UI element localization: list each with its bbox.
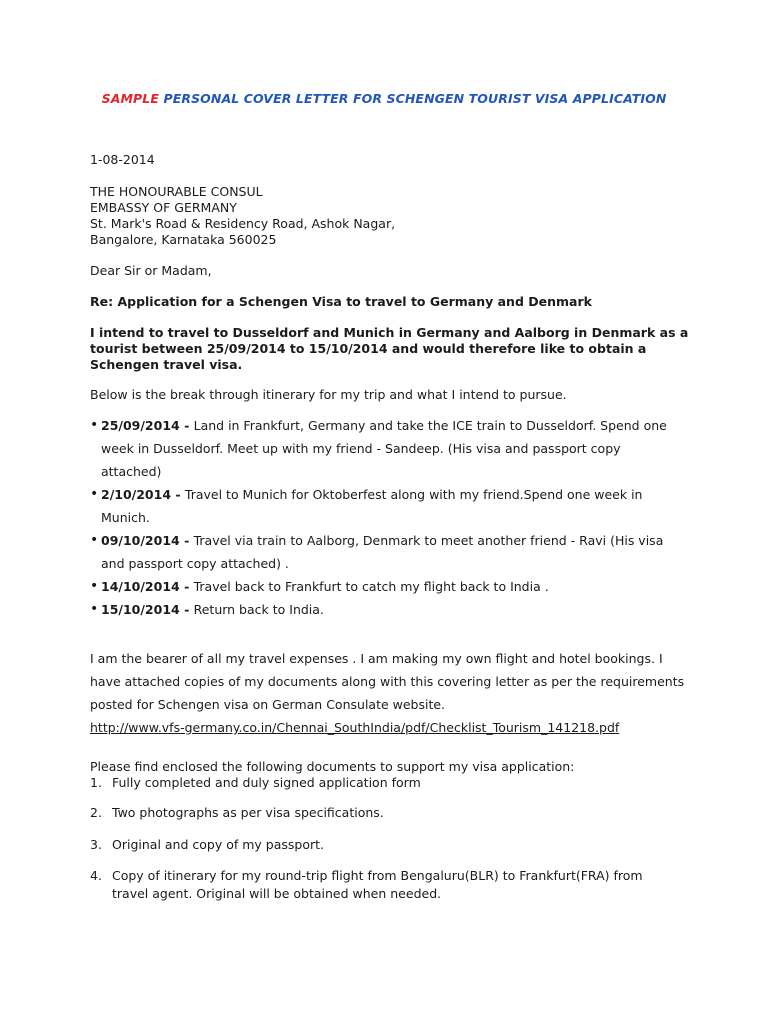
itinerary-item	[90, 414, 667, 483]
itinerary-text: week in Dusseldorf. Meet up with my friend - Sandeep. (His visa and passport copy	[101, 441, 621, 456]
title-sample: SAMPLE	[101, 91, 159, 106]
document-text: Fully completed and duly signed application form	[112, 775, 421, 790]
letter-title	[0, 91, 768, 106]
itinerary-date: 25/09/2014 -	[101, 418, 194, 433]
itinerary-text: Travel back to Frankfurt to catch my flight back to India .	[193, 579, 549, 594]
bullet-icon: •	[90, 417, 99, 433]
recipient-address	[90, 184, 395, 248]
document-number: 2.	[90, 805, 102, 820]
document-item	[90, 774, 421, 792]
bearer-paragraph	[90, 647, 684, 739]
address-line: THE HONOURABLE CONSUL	[90, 184, 263, 199]
itinerary-date: 15/10/2014 -	[101, 602, 194, 617]
itinerary-text: attached)	[101, 464, 162, 479]
itinerary-text: Travel to Munich for Oktoberfest along with my friend.Spend one week in	[184, 487, 643, 502]
itinerary-item	[90, 483, 667, 529]
itinerary-list	[90, 414, 667, 621]
itinerary-item	[90, 598, 667, 621]
intent-paragraph	[90, 325, 688, 373]
itinerary-date: 09/10/2014 -	[101, 533, 194, 548]
bullet-icon: •	[90, 486, 99, 502]
bearer-line: I am the bearer of all my travel expenses . I am making my own flight and hotel bookings. I	[90, 651, 663, 666]
document-number: 1.	[90, 775, 102, 790]
document-item-continuation: travel agent. Original will be obtained when needed.	[112, 886, 442, 901]
itinerary-text: Return back to India.	[193, 602, 324, 617]
document-number: 4.	[90, 868, 102, 883]
itinerary-item	[90, 529, 667, 575]
address-line: EMBASSY OF GERMANY	[90, 200, 237, 215]
intent-line: tourist between 25/09/2014 to 15/10/2014 and would therefore like to obtain a	[90, 341, 647, 356]
address-line: St. Mark's Road & Residency Road, Ashok Nagar,	[90, 216, 396, 231]
bearer-line: have attached copies of my documents along with this covering letter as per the requirements	[90, 674, 685, 689]
itinerary-text: Travel via train to Aalborg, Denmark to meet another friend - Ravi (His visa	[193, 533, 664, 548]
title-rest: PERSONAL COVER LETTER FOR SCHENGEN TOURIST VISA APPLICATION	[163, 91, 667, 106]
itinerary-intro: Below is the break through itinerary for my trip and what I intend to pursue.	[90, 387, 567, 402]
document-item	[90, 804, 384, 822]
itinerary-date: 14/10/2014 -	[101, 579, 194, 594]
intent-line: I intend to travel to Dusseldorf and Munich in Germany and Aalborg in Denmark as a	[90, 325, 689, 340]
bullet-icon: •	[90, 601, 99, 617]
document-number: 3.	[90, 837, 102, 852]
letter-date: 1-08-2014	[90, 152, 155, 167]
enclosed-intro: Please find enclosed the following documents to support my visa application:	[90, 759, 575, 774]
bullet-icon: •	[90, 578, 99, 594]
document-item	[90, 867, 643, 885]
intent-line: Schengen travel visa.	[90, 357, 243, 372]
itinerary-item	[90, 575, 667, 598]
bearer-line: posted for Schengen visa on German Consulate website.	[90, 697, 446, 712]
itinerary-text: Land in Frankfurt, Germany and take the ICE train to Dusseldorf. Spend one	[193, 418, 667, 433]
itinerary-date: 2/10/2014 -	[101, 487, 185, 502]
document-text: Original and copy of my passport.	[112, 837, 324, 852]
vfs-checklist-link[interactable]: http://www.vfs-germany.co.in/Chennai_SouthIndia/pdf/Checklist_Tourism_141218.pdf	[90, 720, 620, 735]
address-line: Bangalore, Karnataka 560025	[90, 232, 277, 247]
itinerary-text: Munich.	[101, 510, 150, 525]
document-text: Copy of itinerary for my round-trip flight from Bengaluru(BLR) to Frankfurt(FRA) from	[112, 868, 643, 883]
itinerary-text: and passport copy attached) .	[101, 556, 289, 571]
bullet-icon: •	[90, 532, 99, 548]
document-item	[90, 836, 324, 854]
document-text: Two photographs as per visa specifications.	[112, 805, 384, 820]
salutation: Dear Sir or Madam,	[90, 263, 212, 278]
subject-line: Re: Application for a Schengen Visa to travel to Germany and Denmark	[90, 294, 592, 309]
